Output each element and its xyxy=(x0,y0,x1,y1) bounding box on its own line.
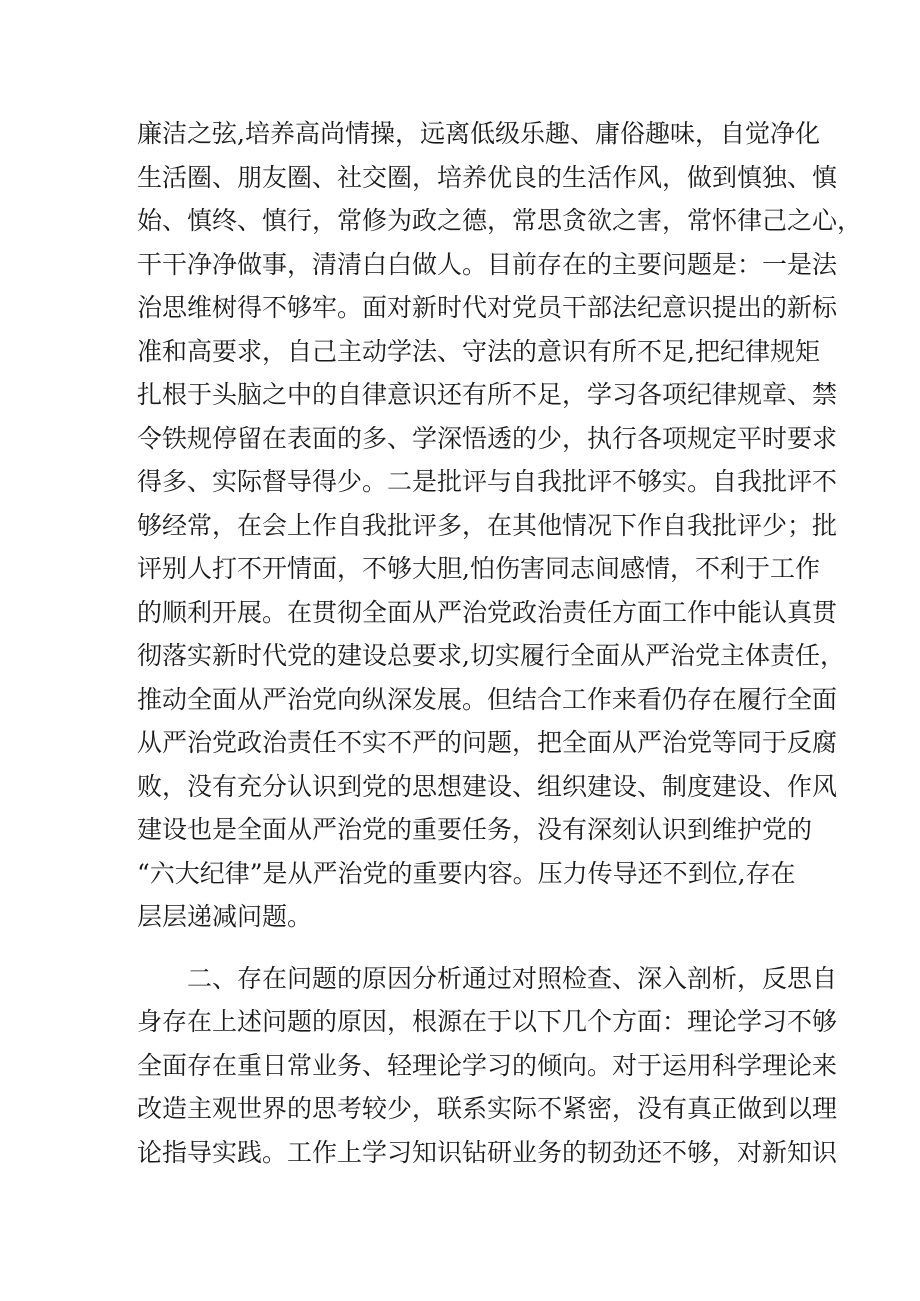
text-line: 身存在上述问题的原因，根源在于以下几个方面：理论学习不够 xyxy=(137,1007,838,1036)
text-line: 干干净净做事，清清白白做人。目前存在的主要问题是：一是法 xyxy=(137,249,838,279)
text-line: “六大纪律”是从严治党的重要内容。压力传导还不到位,存在 xyxy=(137,858,796,888)
text-line: 令铁规停留在表面的多、学深悟透的少，执行各项规定平时要求 xyxy=(137,423,838,453)
text-line: 建设也是全面从严治党的重要任务，没有深刻认识到维护党的 xyxy=(137,815,813,844)
text-line: 生活圈、朋友圈、社交圈，培养优良的生活作风，做到慎独、慎 xyxy=(137,162,838,192)
text-line: 彻落实新时代党的建设总要求,切实履行全面从严治党主体责任， xyxy=(137,641,845,670)
document-body xyxy=(137,112,863,1174)
text-line: 扎根于头脑之中的自律意识还有所不足，学习各项纪律规章、禁 xyxy=(137,380,838,409)
text-line: 二、存在问题的原因分析通过对照检查、深入剖析，反思自 xyxy=(187,963,838,993)
text-line: 始、慎终、慎行，常修为政之德，常思贪欲之害，常怀律己之心， xyxy=(137,206,863,235)
text-line: 的顺利开展。在贯彻全面从严治党政治责任方面工作中能认真贯 xyxy=(137,597,838,627)
paragraph xyxy=(137,957,838,1175)
text-line: 廉洁之弦,培养高尚情操，远离低级乐趣、庸俗趣味，自觉净化 xyxy=(137,119,820,148)
text-line: 准和高要求，自己主动学法、守法的意识有所不足,把纪律规矩 xyxy=(137,336,820,366)
text-line: 改造主观世界的思考较少，联系实际不紧密，没有真正做到以理 xyxy=(137,1094,838,1123)
text-line: 从严治党政治责任不实不严的问题，把全面从严治党等同于反腐 xyxy=(137,728,838,757)
text-line: 论指导实践。工作上学习知识钻研业务的韧劲还不够，对新知识 xyxy=(137,1137,838,1167)
text-line: 败，没有充分认识到党的思想建设、组织建设、制度建设、作风 xyxy=(137,771,838,801)
text-line: 得多、实际督导得少。二是批评与自我批评不够实。自我批评不 xyxy=(137,467,838,496)
paragraph xyxy=(137,112,863,939)
text-line: 推动全面从严治党向纵深发展。但结合工作来看仍存在履行全面 xyxy=(137,684,838,714)
text-line: 评别人打不开情面，不够大胆,怕伤害同志间感情，不利于工作 xyxy=(137,554,820,583)
text-line: 治思维树得不够牢。面对新时代对党员干部法纪意识提出的新标 xyxy=(137,293,838,322)
paragraph-gap xyxy=(137,939,787,957)
text-line: 全面存在重日常业务、轻理论学习的倾向。对于运用科学理论来 xyxy=(137,1050,838,1080)
text-line: 层层递减问题。 xyxy=(137,902,313,931)
text-line: 够经常，在会上作自我批评多，在其他情况下作自我批评少；批 xyxy=(137,510,838,540)
